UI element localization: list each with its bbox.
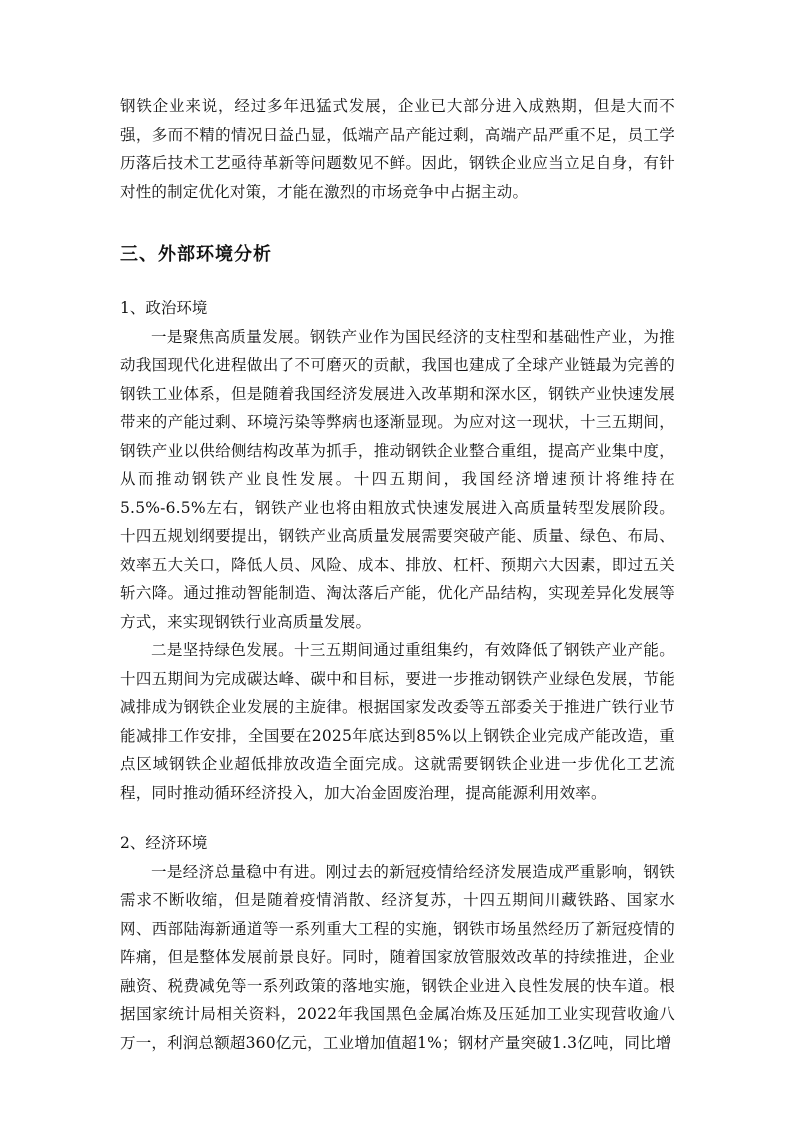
political-paragraph-2: 二是坚持绿色发展。十三五期间通过重组集约，有效降低了钢铁产业产能。十四五期间为完成碳达峰、碳中和目标，要进一步推动钢铁产业绿色发展，节能减排成为钢铁企业发展的主旋律。根据国家发改委等五部委关于推进广铁行业节能减排工作安排，全国要在2025年底达到85%以上钢铁企业完成产能改造，重点区域钢铁企业超低排放改造全面完成。这就需要钢铁企业进一步优化工艺流程，同时推动循环经济投入，加大冶金固废治理，提高能源利用效率。 [120, 641, 675, 802]
political-paragraph-1: 一是聚焦高质量发展。钢铁产业作为国民经济的支柱型和基础性产业，为推动我国现代化进程做出了不可磨灭的贡献，我国也建成了全球产业链最为完善的钢铁工业体系，但是随着我国经济发展进入改革期和深水区，钢铁产业快速发展带来的产能过剩、环境污染等弊病也逐渐显现。为应对这一现状，十三五期间，钢铁产业以供给侧结构改革为抓手，推动钢铁企业整合重组，提高产业集中度，从而推动钢铁产业良性发展。十四五期间，我国经济增速预计将维持在5.5%-6.5%左右，钢铁产业也将由粗放式快速发展进入高质量转型发展阶段。十四五规划纲要提出，钢铁产业高质量发展需要突破产能、质量、绿色、布局、效率五大关口，降低人员、风险、成本、排放、杠杆、预期六大因素，即过五关斩六降。通过推动智能制造、淘汰落后产能，优化产品结构，实现差异化发展等方式，来实现钢铁行业高质量发展。 [120, 327, 675, 631]
section-heading: 三、外部环境分析 [120, 244, 272, 265]
intro-paragraph: 钢铁企业来说，经过多年迅猛式发展，企业已大部分进入成熟期，但是大而不强，多而不精的情况日益凸显，低端产品产能过剩，高端产品严重不足，员工学历落后技术工艺亟待革新等问题数见不鲜。因此，钢铁企业应当立足自身，有针对性的制定优化对策，才能在激烈的市场竞争中占据主动。 [120, 97, 675, 201]
document-body [120, 92, 675, 1057]
economic-paragraph-1: 一是经济总量稳中有进。刚过去的新冠疫情给经济发展造成严重影响，钢铁需求不断收缩，但是随着疫情消散、经济复苏，十四五期间川藏铁路、国家水网、西部陆海新通道等一系列重大工程的实施，钢铁市场虽然经历了新冠疫情的阵痛，但是整体发展前景良好。同时，随着国家放管服效改革的持续推进，企业融资、税费减免等一系列政策的落地实施，钢铁企业进入良性发展的快车道。根据国家统计局相关资料，2022年我国黑色金属冶炼及压延加工业实现营收逾八万一，利润总额超360亿元，工业增加值超1%；钢材产量突破1.3亿吨，同比增 [120, 862, 675, 1052]
political-environment-title: 1、政治环境 [120, 299, 208, 317]
economic-environment-title: 2、经济环境 [120, 834, 208, 852]
